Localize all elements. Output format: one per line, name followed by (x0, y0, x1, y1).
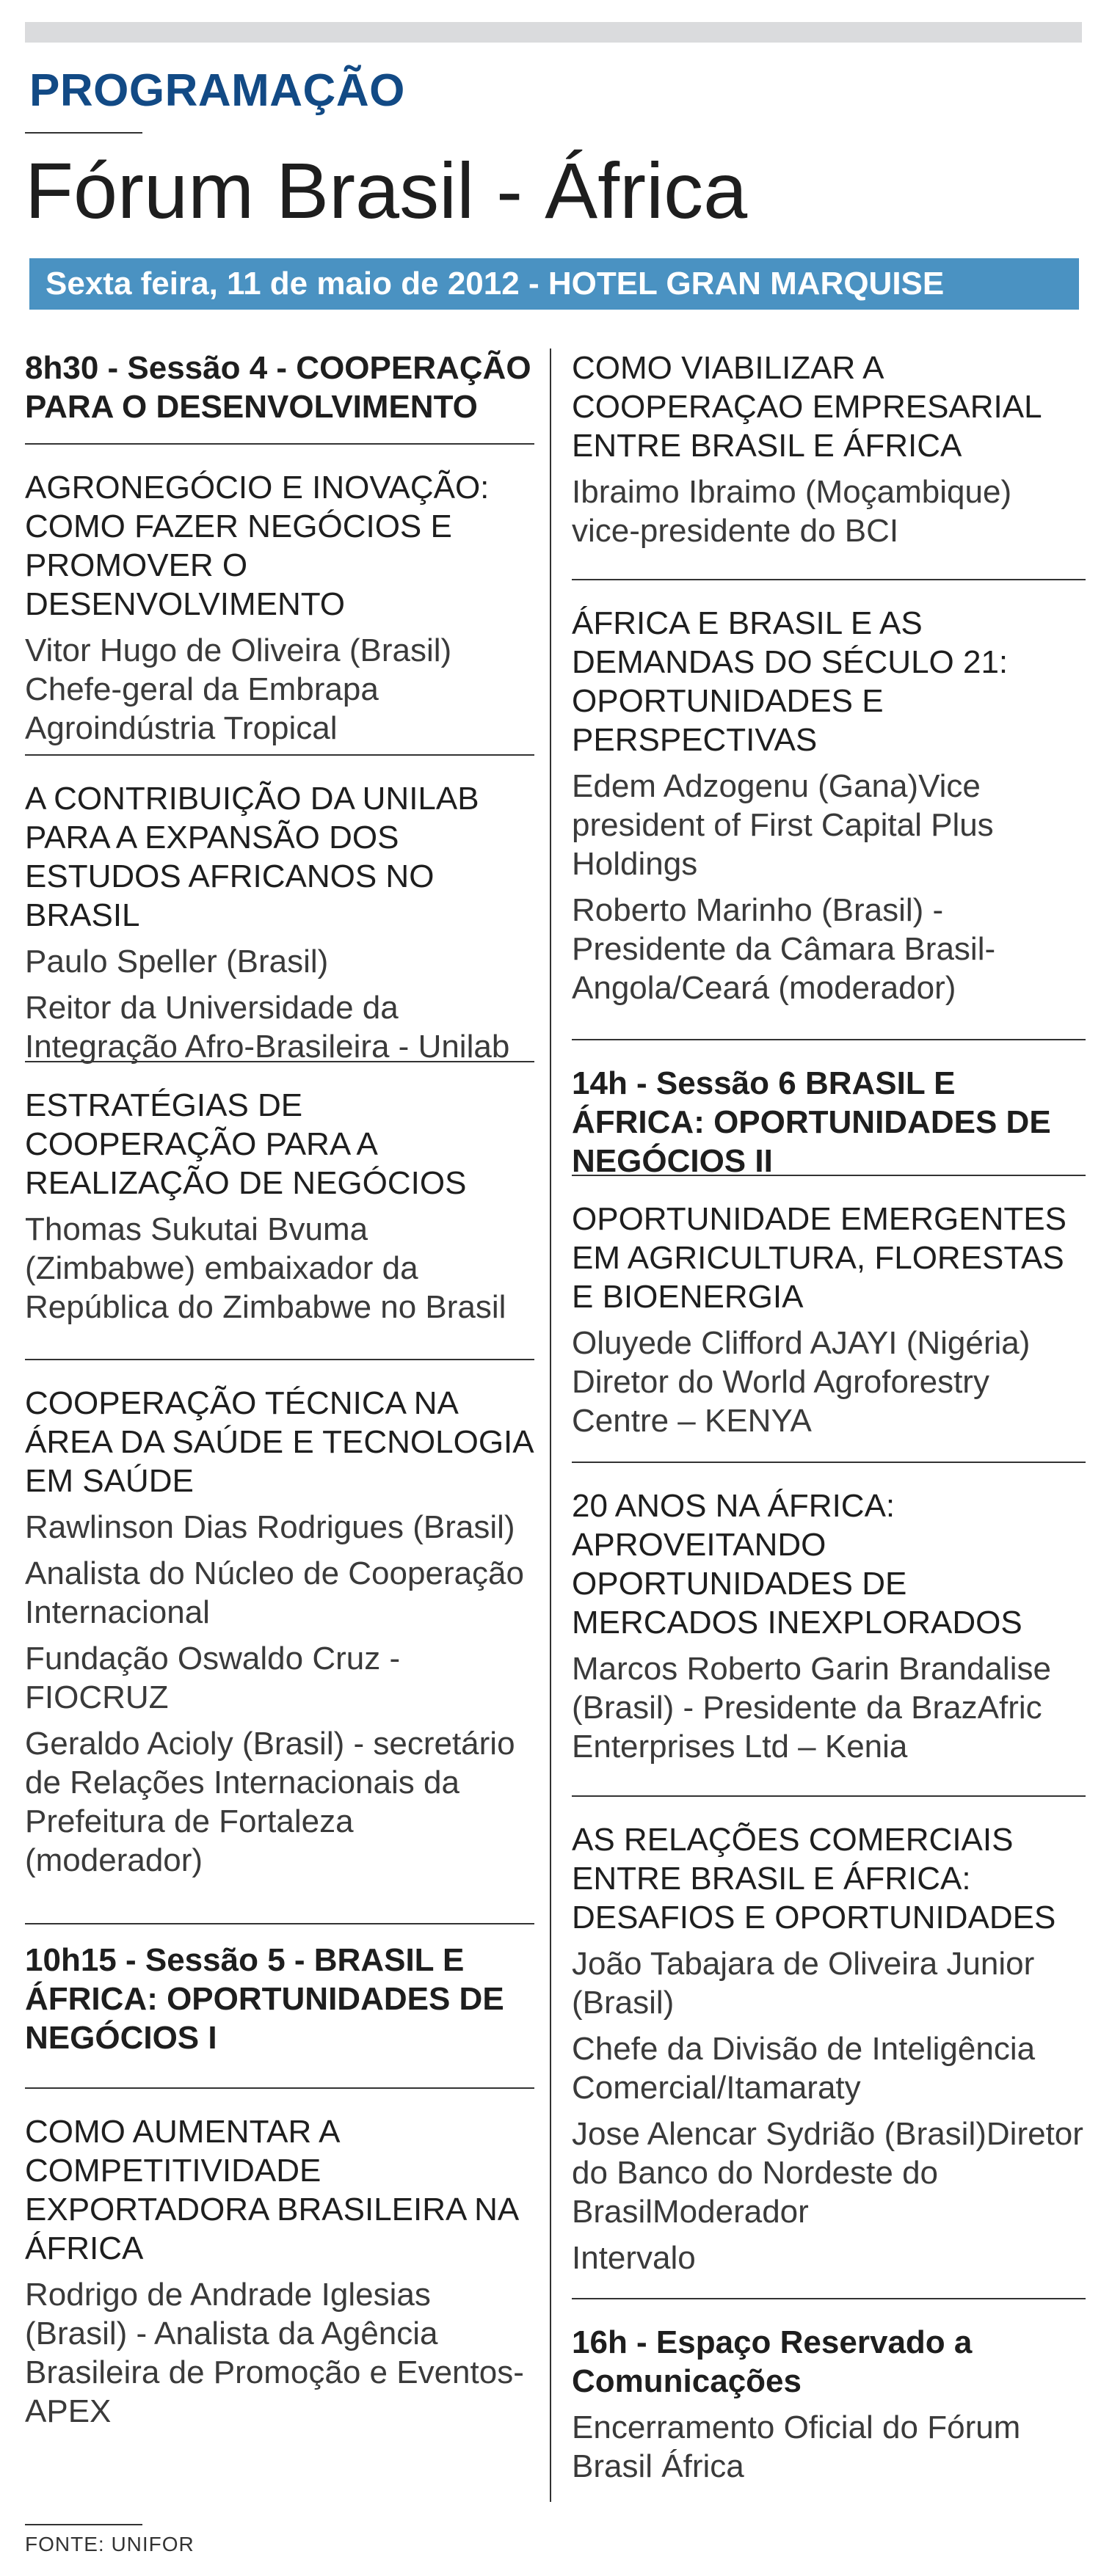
program-item (25, 756, 534, 1065)
speaker-text: Rodrigo de Andrade Iglesias (Brasil) - Analista da Agência Brasileira de Promoção e Eventos-APEX (25, 2277, 524, 2429)
session-heading: 8h30 - Sessão 4 - COOPERAÇÃO PARA O DESENVOLVIMENTO (25, 350, 531, 425)
session-heading: 10h15 - Sessão 5 - BRASIL E ÁFRICA: OPORTUNIDADES DE NEGÓCIOS I (25, 1942, 504, 2056)
program-item (572, 349, 1086, 579)
speaker-text: Oluyede Clifford AJAYI (Nigéria) Diretor do World Agroforestry Centre – KENYA (572, 1325, 1031, 1439)
speaker-text: Fundação Oswaldo Cruz - FIOCRUZ (25, 1641, 401, 1715)
topic-title: COOPERAÇÃO TÉCNICA NA ÁREA DA SAÚDE E TECNOLOGIA EM SAÚDE (25, 1385, 533, 1499)
program-item (572, 1463, 1086, 1795)
topic-title: 20 ANOS NA ÁFRICA: APROVEITANDO OPORTUNIDADES DE MERCADOS INEXPLORADOS (572, 1488, 1022, 1641)
speaker-text: Edem Adzogenu (Gana)Vice president of First Capital Plus Holdings (572, 768, 994, 882)
speaker-text: Analista do Núcleo de Cooperação Internacional (25, 1555, 525, 1630)
speaker-text: Vitor Hugo de Oliveira (Brasil) Chefe-geral da Embrapa Agroindústria Tropical (25, 632, 452, 746)
topic-title: AS RELAÇÕES COMERCIAIS ENTRE BRASIL E ÁFRICA: DESAFIOS E OPORTUNIDADES (572, 1822, 1056, 1935)
program-item (572, 1176, 1086, 1462)
topic-title: ÁFRICA E BRASIL E AS DEMANDAS DO SÉCULO 21: OPORTUNIDADES E PERSPECTIVAS (572, 605, 1009, 758)
top-bar (25, 22, 1082, 43)
topic-title: A CONTRIBUIÇÃO DA UNILAB PARA A EXPANSÃO DOS ESTUDOS AFRICANOS NO BRASIL (25, 781, 479, 933)
speaker-text: Thomas Sukutai Bvuma (Zimbabwe) embaixador da República do Zimbabwe no Brasil (25, 1211, 506, 1325)
session-5-block (25, 1924, 534, 2087)
speaker-text: Geraldo Acioly (Brasil) - secretário de Relações Internacionais da Prefeitura de Fortaleza (moderador) (25, 1726, 515, 1878)
session-7-block (572, 2299, 1086, 2486)
program-item (25, 1360, 534, 1923)
session-6-block (572, 1040, 1086, 1179)
speaker-text: Roberto Marinho (Brasil) - Presidente da Câmara Brasil-Angola/Ceará (moderador) (572, 892, 996, 1006)
column-divider (550, 349, 551, 2502)
speaker-text: Intervalo (572, 2240, 696, 2276)
speaker-text: Chefe da Divisão de Inteligência Comercial/Itamaraty (572, 2031, 1036, 2106)
speaker-text: Ibraimo Ibraimo (Moçambique) vice-presidente do BCI (572, 474, 1012, 549)
session-heading: 16h - Espaço Reservado a Comunicações (572, 2324, 973, 2399)
speaker-text: Marcos Roberto Garin Brandalise (Brasil) - Presidente da BrazAfric Enterprises Ltd – Kenia (572, 1651, 1051, 1765)
speaker-text: Reitor da Universidade da Integração Afro-Brasileira - Unilab (25, 990, 510, 1065)
kicker-rule (25, 132, 142, 134)
source-rule (25, 2524, 142, 2525)
speaker-text: Encerramento Oficial do Fórum Brasil África (572, 2409, 1021, 2484)
left-column (25, 349, 534, 2431)
program-item (572, 1797, 1086, 2298)
program-item (25, 2089, 534, 2431)
topic-title: ESTRATÉGIAS DE COOPERAÇÃO PARA A REALIZAÇÃO DE NEGÓCIOS (25, 1087, 467, 1201)
program-item (25, 1062, 534, 1359)
topic-title: COMO AUMENTAR A COMPETITIVIDADE EXPORTADORA BRASILEIRA NA ÁFRICA (25, 2114, 517, 2266)
date-banner: Sexta feira, 11 de maio de 2012 - HOTEL GRAN MARQUISE (29, 258, 1079, 310)
topic-title: OPORTUNIDADE EMERGENTES EM AGRICULTURA, FLORESTAS E BIOENERGIA (572, 1201, 1067, 1315)
source-credit: FONTE: UNIFOR (25, 2533, 195, 2555)
session-4-block (25, 349, 534, 443)
topic-title: AGRONEGÓCIO E INOVAÇÃO: COMO FAZER NEGÓCIOS E PROMOVER O DESENVOLVIMENTO (25, 470, 490, 622)
topic-title: COMO VIABILIZAR A COOPERAÇAO EMPRESARIAL ENTRE BRASIL E ÁFRICA (572, 350, 1041, 464)
speaker-text: Rawlinson Dias Rodrigues (Brasil) (25, 1509, 515, 1545)
page-title: Fórum Brasil - África (25, 146, 748, 235)
program-item (25, 445, 534, 754)
right-column (572, 349, 1086, 2486)
program-item (572, 580, 1086, 1039)
speaker-text: João Tabajara de Oliveira Junior (Brasil) (572, 1946, 1035, 2021)
session-heading: 14h - Sessão 6 BRASIL E ÁFRICA: OPORTUNIDADES DE NEGÓCIOS II (572, 1065, 1051, 1179)
speaker-text: Jose Alencar Sydrião (Brasil)Diretor do Banco do Nordeste do BrasilModerador (572, 2116, 1083, 2230)
section-kicker: PROGRAMAÇÃO (29, 65, 405, 116)
speaker-text: Paulo Speller (Brasil) (25, 944, 329, 979)
